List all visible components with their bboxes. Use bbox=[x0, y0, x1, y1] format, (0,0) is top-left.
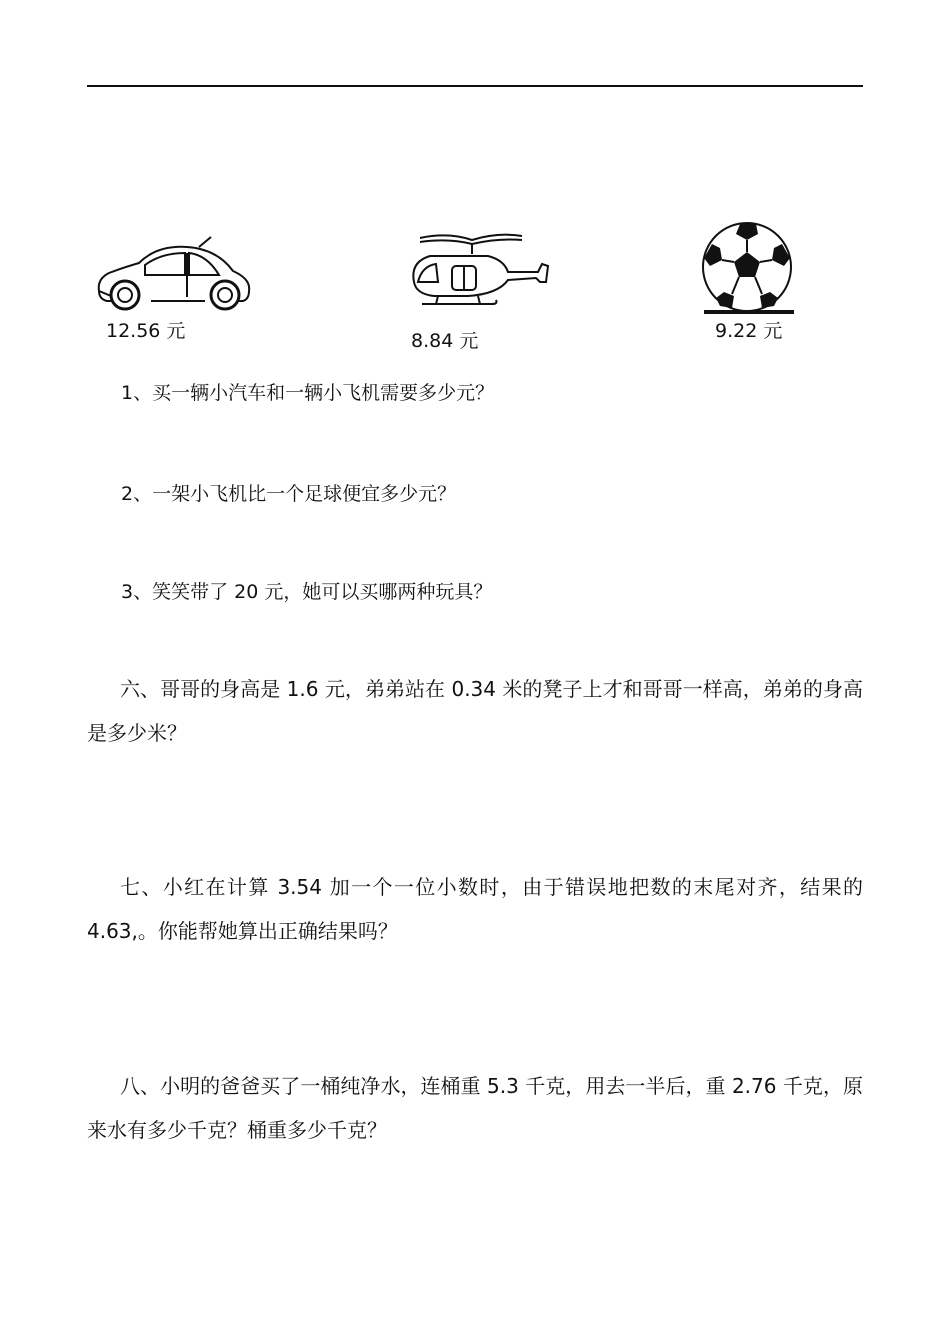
question-3: 3、笑笑带了 20 元，她可以买哪两种玩具？ bbox=[121, 581, 493, 603]
car-wheel-rear bbox=[211, 281, 239, 309]
question-1: 1、买一辆小汽车和一辆小飞机需要多少元？ bbox=[121, 382, 495, 404]
car-image bbox=[95, 235, 255, 313]
header-rule bbox=[87, 85, 863, 87]
problem-seven: 七、小红在计算 3.54 加一个一位小数时，由于错误地把数的末尾对齐，结果的 4.63,。你能帮她算出正确结果吗？ bbox=[87, 875, 863, 943]
car-wheel-front bbox=[111, 281, 139, 309]
soccer-ball-price: 9.22 元 bbox=[715, 320, 783, 342]
soccer-ball-image bbox=[700, 222, 796, 316]
question-2: 2、一架小飞机比一个足球便宜多少元？ bbox=[121, 483, 457, 505]
problem-six: 六、哥哥的身高是 1.6 元，弟弟站在 0.34 米的凳子上才和哥哥一样高，弟弟的身高是多少米？ bbox=[87, 677, 863, 745]
helicopter-price: 8.84 元 bbox=[411, 330, 479, 352]
helicopter-image bbox=[408, 226, 550, 310]
car-price: 12.56 元 bbox=[106, 320, 186, 342]
problem-eight: 八、小明的爸爸买了一桶纯净水，连桶重 5.3 千克，用去一半后，重 2.76 千克，原来水有多少千克？桶重多少千克？ bbox=[87, 1074, 863, 1142]
